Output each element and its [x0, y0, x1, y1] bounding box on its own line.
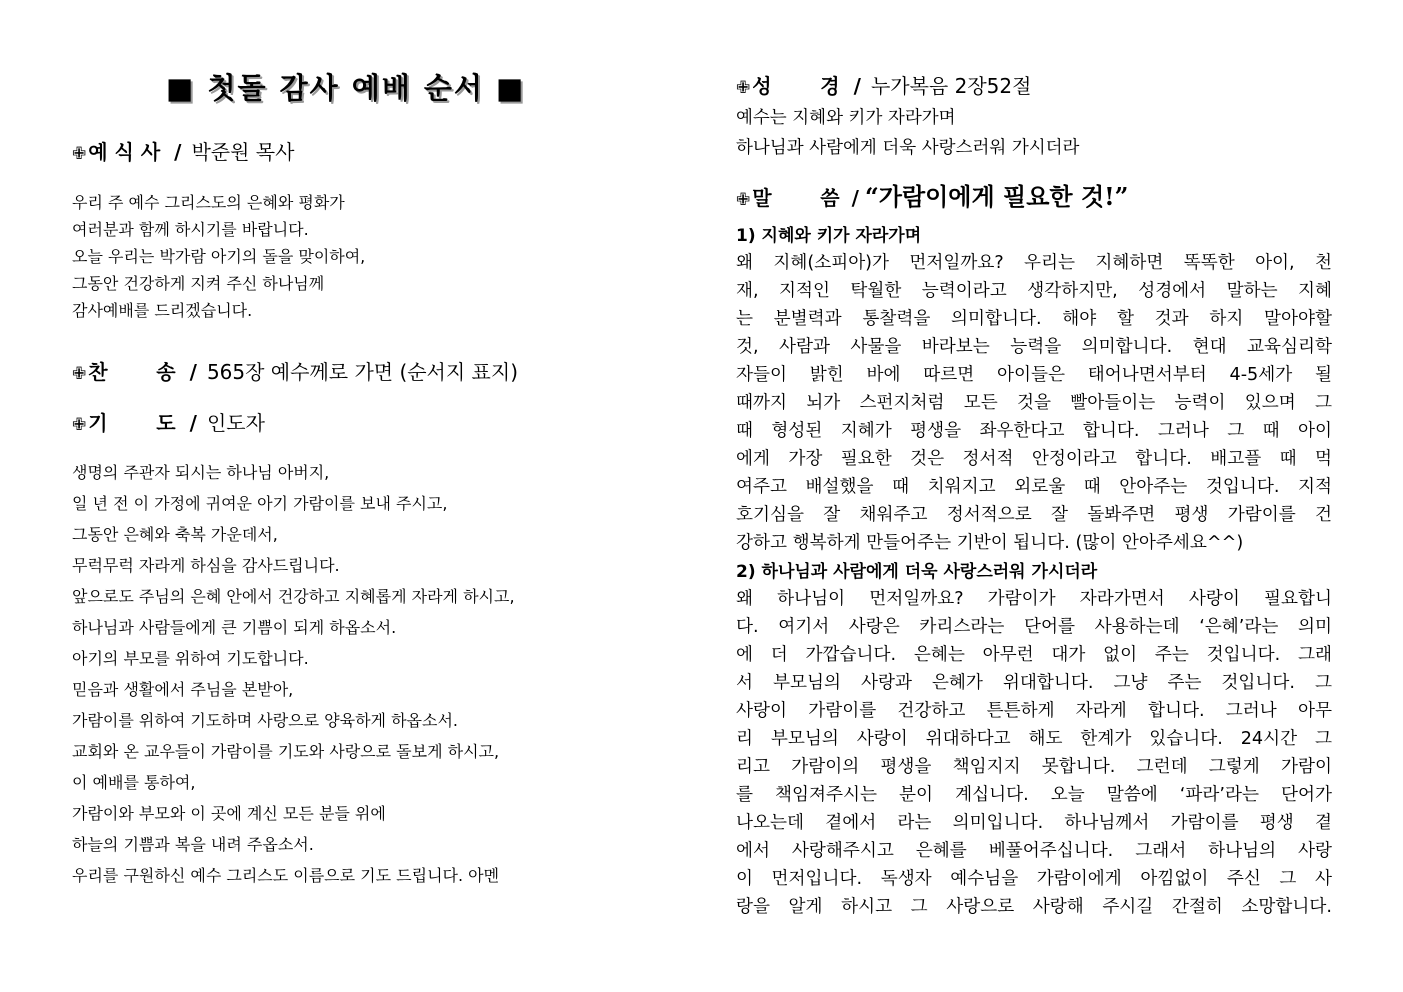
text-line: 왜 지혜(소피아)가 먼저일까요? 우리는 지혜하면 똑똑한 아이, 천	[736, 253, 1332, 273]
text-line: 자들이 밝힌 바에 따르면 아이들은 태어나면서부터 4-5세가 될	[736, 365, 1332, 385]
section-label: 찬 송	[88, 360, 176, 384]
text-line: 하늘의 기쁨과 복을 내려 주옵소서.	[72, 835, 314, 854]
text-line: 여러분과 함께 하시기를 바랍니다.	[72, 220, 309, 239]
text-line: 감사예배를 드리겠습니다.	[72, 301, 253, 320]
text-line: 사랑이 가람이를 건강하고 튼튼하게 자라게 합니다. 그러나 아무	[736, 701, 1332, 721]
text-line: 가람이와 부모와 이 곳에 계신 모든 분들 위에	[72, 804, 386, 823]
text-line: 에 더 가깝습니다. 은혜는 아무런 대가 없이 주는 것입니다. 그래	[736, 645, 1332, 665]
text-line: 하나님과 사람들에게 큰 기쁨이 되게 하옵소서.	[72, 618, 397, 637]
text-line: 믿음과 생활에서 주님을 본받아,	[72, 680, 294, 699]
text-line: 강하고 행복하게 만들어주는 기반이 됩니다. (많이 안아주세요^^)	[736, 533, 1244, 553]
text-line: 때까지 뇌가 스펀지처럼 모든 것을 빨아들이는 능력이 있으며 그	[736, 393, 1332, 413]
section-opening	[72, 136, 294, 165]
text-line: 호기심을 잘 채워주고 정서적으로 잘 돌봐주면 평생 가람이를 건	[736, 505, 1332, 525]
text-line: 서 부모님의 사랑과 은혜가 위대합니다. 그냥 주는 것입니다. 그	[736, 673, 1332, 693]
text-line: 에게 가장 필요한 것은 정서적 안정이라고 합니다. 배고플 때 먹	[736, 449, 1332, 469]
scripture-line: 하나님과 사람에게 더욱 사랑스러워 가시더라	[736, 138, 1080, 158]
point-2-title: 2) 하나님과 사람에게 더욱 사랑스러워 가시더라	[736, 562, 1098, 582]
section-value: 박준원 목사	[191, 140, 295, 164]
slash: /	[174, 140, 182, 164]
text-line: 리 부모님의 사랑이 위대하다고 해도 한계가 있습니다. 24시간 그	[736, 729, 1332, 749]
section-hymn	[72, 356, 518, 385]
text-line: 우리를 구원하신 예수 그리스도 이름으로 기도 드립니다. 아멘	[72, 866, 500, 885]
text-line: 생명의 주관자 되시는 하나님 아버지,	[72, 463, 330, 482]
section-scripture	[736, 70, 1031, 99]
point-1-title: 1) 지혜와 키가 자라가며	[736, 226, 922, 246]
cross-icon: ✙	[72, 415, 87, 435]
text-line: 리고 가람이의 평생을 책임지지 못합니다. 그런데 그렇게 가람이	[736, 757, 1332, 777]
section-label: 예 식 사	[88, 140, 161, 164]
text-line: 재, 지적인 탁월한 능력이라고 생각하지만, 성경에서 말하는 지혜	[736, 281, 1332, 301]
text-line: 때 형성된 지혜가 평생을 좌우한다고 합니다. 그러나 그 때 아이	[736, 421, 1332, 441]
text-line: 오늘 우리는 박가람 아기의 돌을 맞이하여,	[72, 247, 366, 266]
text-line: 무럭무럭 자라게 하심을 감사드립니다.	[72, 556, 340, 575]
text-line: 이 먼저입니다. 독생자 예수님을 가람이에게 아낌없이 주신 그 사	[736, 869, 1332, 889]
section-label: 성 경	[752, 74, 840, 98]
section-value: 인도자	[206, 411, 265, 435]
cross-icon: ✙	[736, 78, 751, 98]
cross-icon: ✙	[736, 190, 751, 210]
section-prayer	[72, 407, 265, 436]
section-label: 말 씀	[752, 186, 840, 210]
text-line: 아기의 부모를 위하여 기도합니다.	[72, 649, 309, 668]
sermon-title: “가람이에게 필요한 것!”	[864, 182, 1129, 211]
text-line: 왜 하나님이 먼저일까요? 가람이가 자라가면서 사랑이 필요합니	[736, 589, 1332, 609]
text-line: 일 년 전 이 가정에 귀여운 아기 가람이를 보내 주시고,	[72, 494, 448, 513]
slash: /	[189, 411, 197, 435]
section-value: 누가복음 2장52절	[870, 74, 1032, 98]
slash: /	[189, 360, 197, 384]
text-line: 것, 사람과 사물을 바라보는 능력을 의미합니다. 현대 교육심리학	[736, 337, 1332, 357]
cross-icon: ✙	[72, 144, 87, 164]
text-line: 교회와 온 교우들이 가람이를 기도와 사랑으로 돌보게 하시고,	[72, 742, 500, 761]
text-line: 랑을 알게 하시고 그 사랑으로 사랑해 주시길 간절히 소망합니다.	[736, 897, 1332, 917]
section-sermon	[736, 177, 1128, 212]
cross-icon: ✙	[72, 364, 87, 384]
text-line: 는 분별력과 통찰력을 의미합니다. 해야 할 것과 하지 말아야할	[736, 309, 1332, 329]
text-line: 앞으로도 주님의 은혜 안에서 건강하고 지혜롭게 자라게 하시고,	[72, 587, 515, 606]
text-line: 이 예배를 통하여,	[72, 773, 196, 792]
text-line: 를 책임져주시는 분이 계십니다. 오늘 말씀에 ‘파라’라는 단어가	[736, 785, 1332, 805]
section-label: 기 도	[88, 411, 176, 435]
slash: /	[851, 186, 859, 210]
section-value: 565장 예수께로 가면 (순서지 표지)	[206, 360, 519, 384]
text-line: 그동안 건강하게 지켜 주신 하나님께	[72, 274, 325, 293]
text-line: 그동안 은혜와 축복 가운데서,	[72, 525, 278, 544]
text-line: 우리 주 예수 그리스도의 은혜와 평화가	[72, 193, 345, 212]
scripture-line: 예수는 지혜와 키가 자라가며	[736, 108, 956, 128]
text-line: 가람이를 위하여 기도하며 사랑으로 양육하게 하옵소서.	[72, 711, 459, 730]
text-line: 나오는데 곁에서 라는 의미입니다. 하나님께서 가람이를 평생 곁	[736, 813, 1332, 833]
slash: /	[853, 74, 861, 98]
text-line: 여주고 배설했을 때 치워지고 외로울 때 안아주는 것입니다. 지적	[736, 477, 1332, 497]
text-line: 다. 여기서 사랑은 카리스라는 단어를 사용하는데 ‘은혜’라는 의미	[736, 617, 1332, 637]
text-line: 에서 사랑해주시고 은혜를 베풀어주십니다. 그래서 하나님의 사랑	[736, 841, 1332, 861]
page-title: ■ 첫돌 감사 예배 순서 ■	[166, 71, 526, 105]
